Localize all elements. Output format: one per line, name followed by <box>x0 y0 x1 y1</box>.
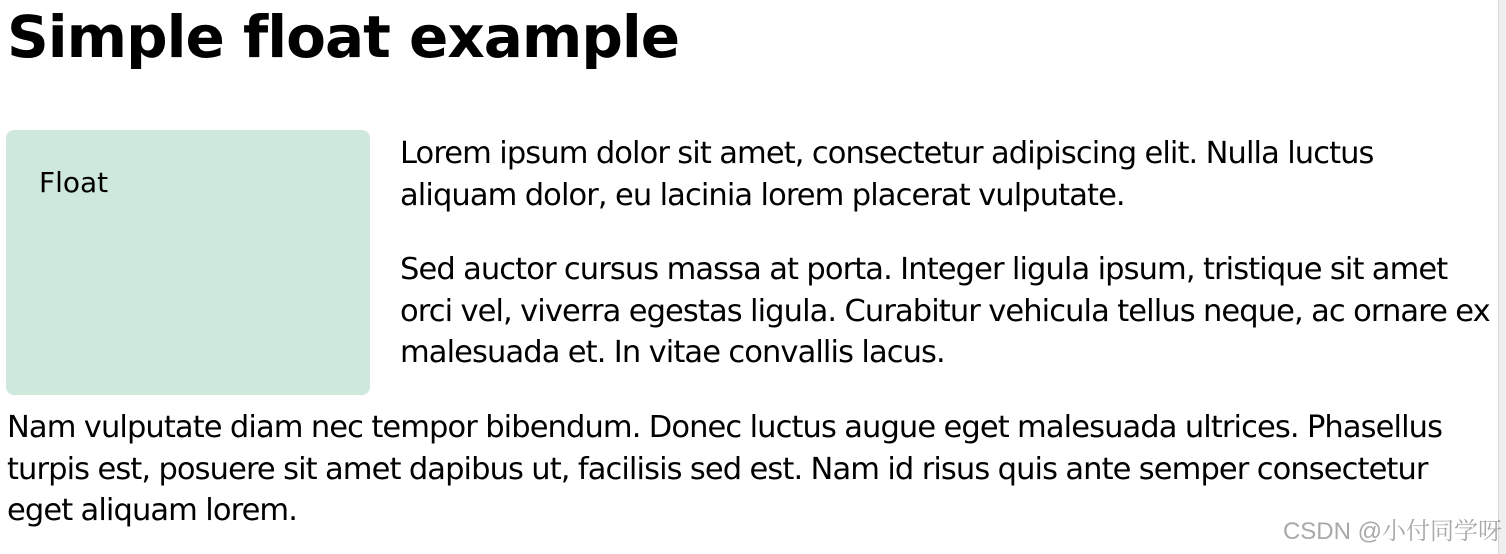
paragraph-2: Sed auctor cursus massa at porta. Integer ligula ipsum, tristique sit amet orci vel, viverra egestas ligula. Curabitur vehicula tellus neque, ac ornare ex malesuada et. In vitae convallis lacus. <box>400 252 1490 370</box>
paragraph-3: Nam vulputate diam nec tempor bibendum. Donec luctus augue eget malesuada ultrices. Phasellus turpis est, posuere sit amet dapibus ut, facilisis sed est. Nam id risus quis ante semper consectetur eget aliquam lorem. <box>7 410 1443 528</box>
float-box <box>6 130 370 395</box>
vertical-scrollbar-edge[interactable] <box>1498 0 1506 554</box>
float-label: Float <box>39 166 109 199</box>
paragraph-1: Lorem ipsum dolor sit amet, consectetur adipiscing elit. Nulla luctus aliquam dolor, eu lacinia lorem placerat vulputate. <box>400 136 1374 213</box>
page-title: Simple float example <box>7 3 680 71</box>
csdn-watermark: CSDN @小付同学呀 <box>1282 518 1502 545</box>
